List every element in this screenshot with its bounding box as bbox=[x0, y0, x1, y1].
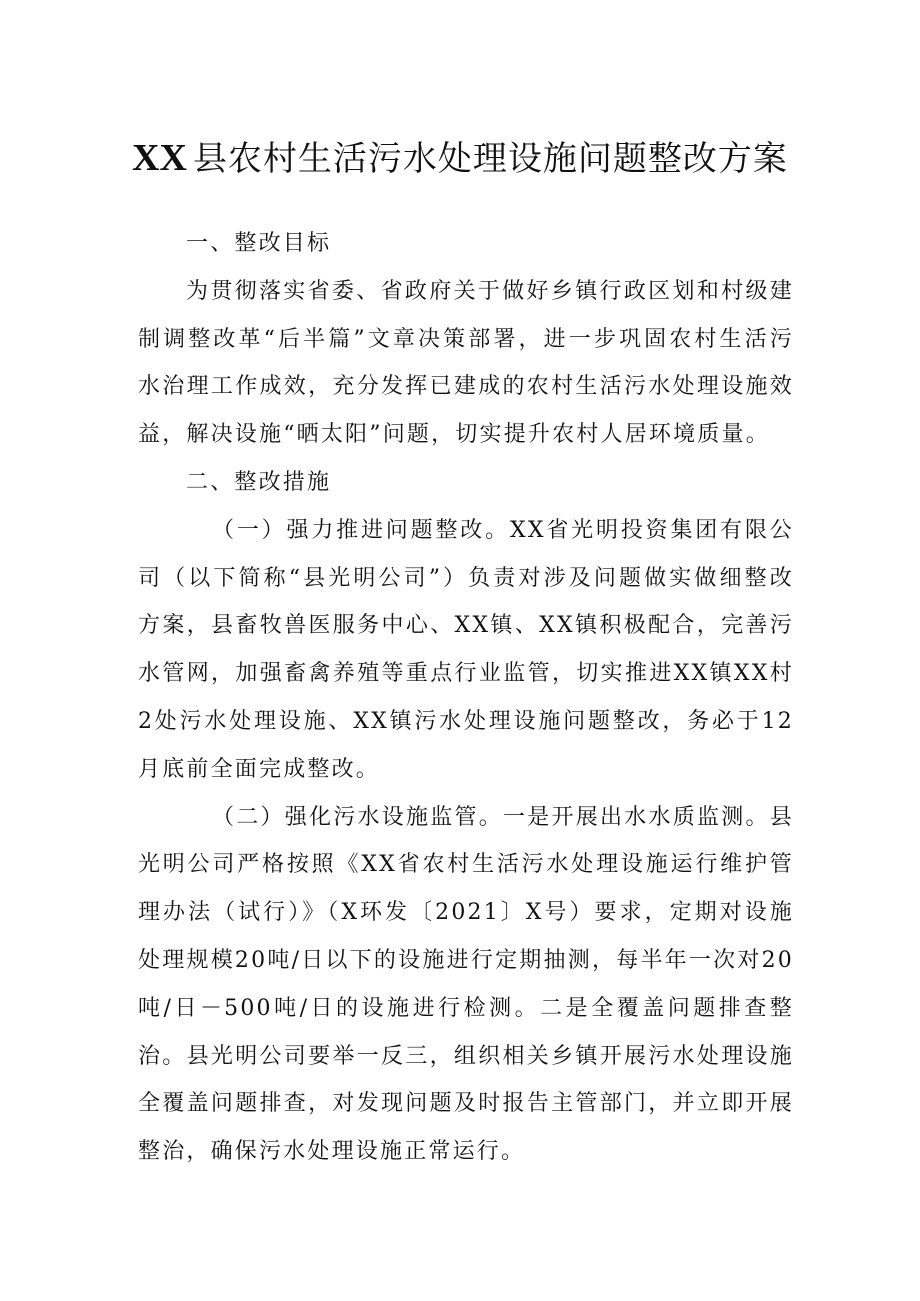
document-title bbox=[0, 132, 920, 185]
title-text: 县农村生活污水处理设施问题整改方案 bbox=[192, 139, 788, 179]
paragraph-measure-2: （二）强化污水设施监管。一是开展出水水质监测。县光明公司严格按照《XX省农村生活污水处理设施运行维护管理办法（试行）》（X环发〔2021〕X号）要求，定期对设施处理规模20吨/日以下的设施进行定期抽测，每半年一次对20吨/日－500吨/日的设施进行检测。二是全覆盖问题排查整治。县光明公司要举一反三，组织相关乡镇开展污水处理设施全覆盖问题排查，对发现问题及时报告主管部门，并立即开展整治，确保污水处理设施正常运行。 bbox=[138, 804, 794, 1165]
paragraph-measure-1: （一）强力推进问题整改。XX省光明投资集团有限公司（以下简称“县光明公司”）负责对涉及问题做实做细整改方案，县畜牧兽医服务中心、XX镇、XX镇积极配合，完善污水管网，加强畜禽养殖等重点行业监管，切实推进XX镇XX村2处污水处理设施、XX镇污水处理设施问题整改，务必于12月底前全面完成整改。 bbox=[138, 517, 794, 782]
document-body bbox=[138, 220, 794, 1176]
section-heading-measures: 二、整改措施 bbox=[186, 469, 332, 495]
section-heading-goals: 一、整改目标 bbox=[186, 231, 332, 256]
title-prefix: XX bbox=[132, 137, 187, 179]
paragraph-goals: 为贯彻落实省委、省政府关于做好乡镇行政区划和村级建制调整改革“后半篇”文章决策部署，进一步巩固农村生活污水治理工作成效，充分发挥已建成的农村生活污水处理设施效益，解决设施“晒太阳”问题，切实提升农村人居环境质量。 bbox=[138, 278, 794, 448]
